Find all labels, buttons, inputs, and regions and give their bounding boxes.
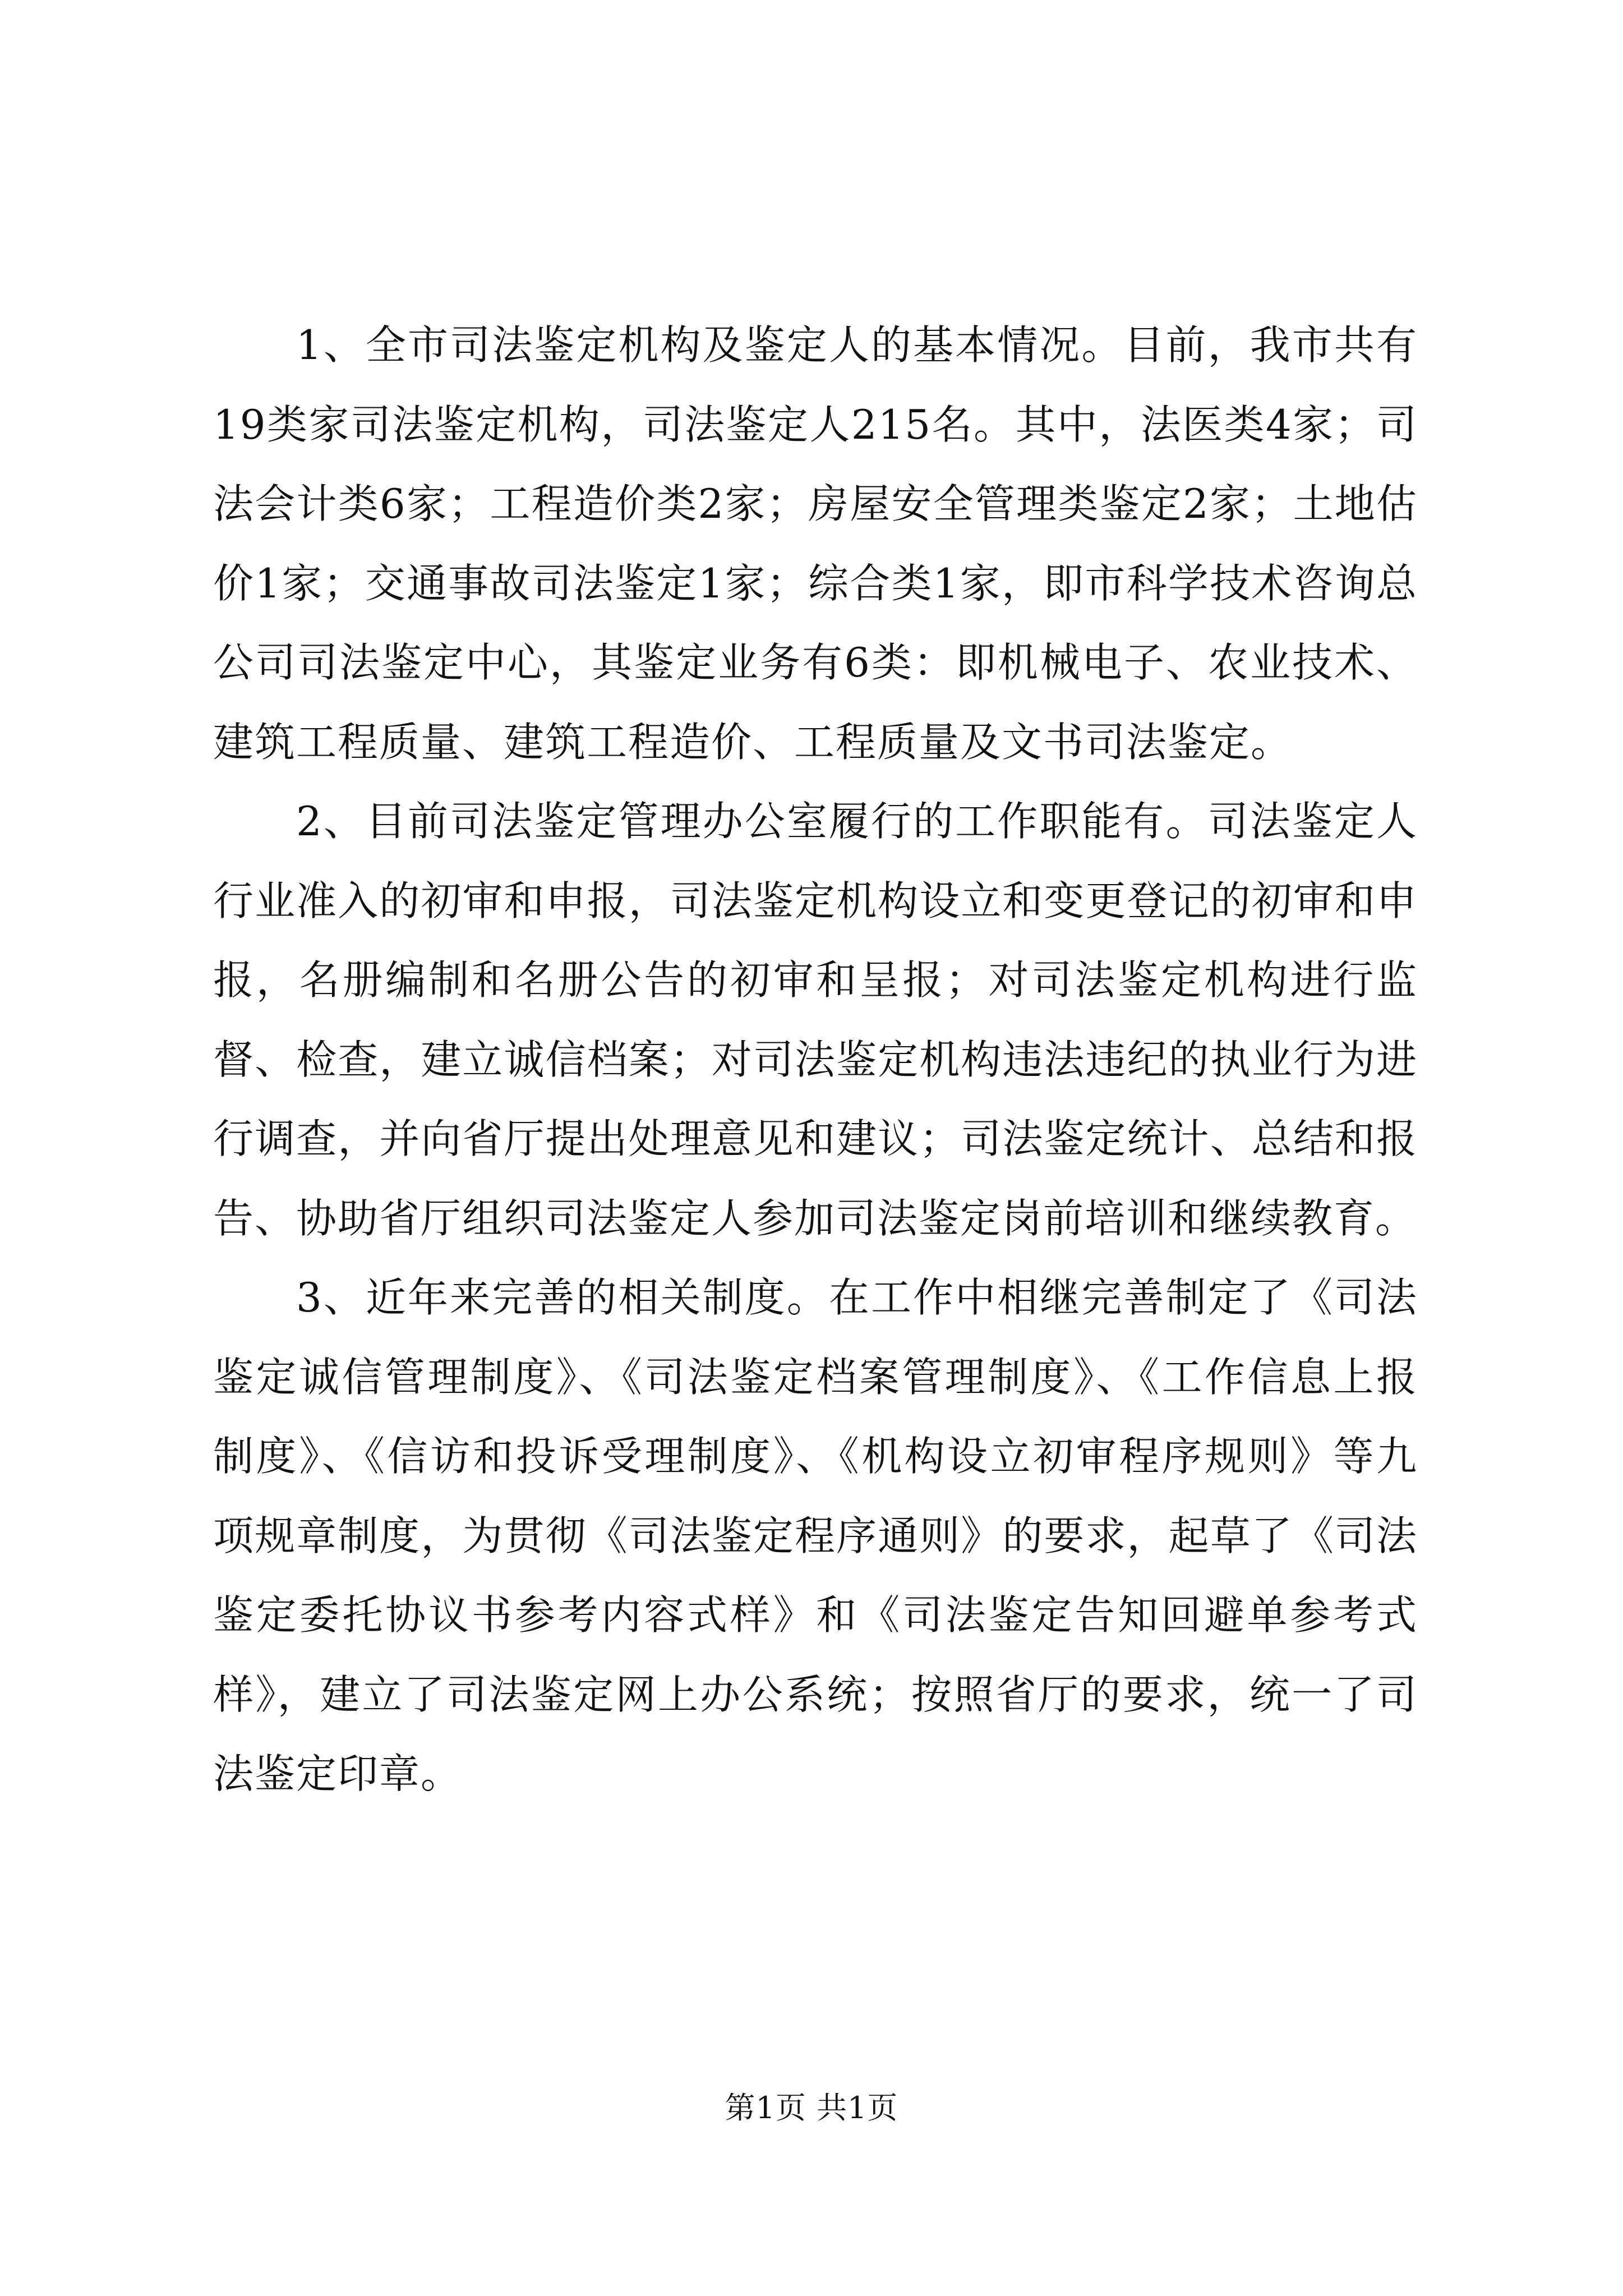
paragraph-1: 1、全市司法鉴定机构及鉴定人的基本情况。目前，我市共有19类家司法鉴定机构，司法鉴定人215名。其中，法医类4家；司法会计类6家；工程造价类2家；房屋安全管理类鉴定2家；土地估价1家；交通事故司法鉴定1家；综合类1家，即市科学技术咨询总公司司法鉴定中心，其鉴定业务有6类：即机械电子、农业技术、建筑工程质量、建筑工程造价、工程质量及文书司法鉴定。 <box>213 321 1418 766</box>
page-footer: 第1页 共1页 <box>725 2090 898 2125</box>
paragraph-3: 3、近年来完善的相关制度。在工作中相继完善制定了《司法鉴定诚信管理制度》、《司法鉴定档案管理制度》、《工作信息上报制度》、《信访和投诉受理制度》、《机构设立初审程序规则》等九项规章制度，为贯彻《司法鉴定程序通则》的要求，起草了《司法鉴定委托协议书参考内容式样》和《司法鉴定告知回避单参考式样》，建立了司法鉴定网上办公系统；按照省厅的要求，统一了司法鉴定印章。 <box>213 1274 1418 1797</box>
document-body <box>213 306 1418 1814</box>
paragraph-2: 2、目前司法鉴定管理办公室履行的工作职能有。司法鉴定人行业准入的初审和申报，司法鉴定机构设立和变更登记的初审和申报，名册编制和名册公告的初审和呈报；对司法鉴定机构进行监督、检查，建立诚信档案；对司法鉴定机构违法违纪的执业行为进行调查，并向省厅提出处理意见和建议；司法鉴定统计、总结和报告、协助省厅组织司法鉴定人参加司法鉴定岗前培训和继续教育。 <box>213 798 1418 1242</box>
